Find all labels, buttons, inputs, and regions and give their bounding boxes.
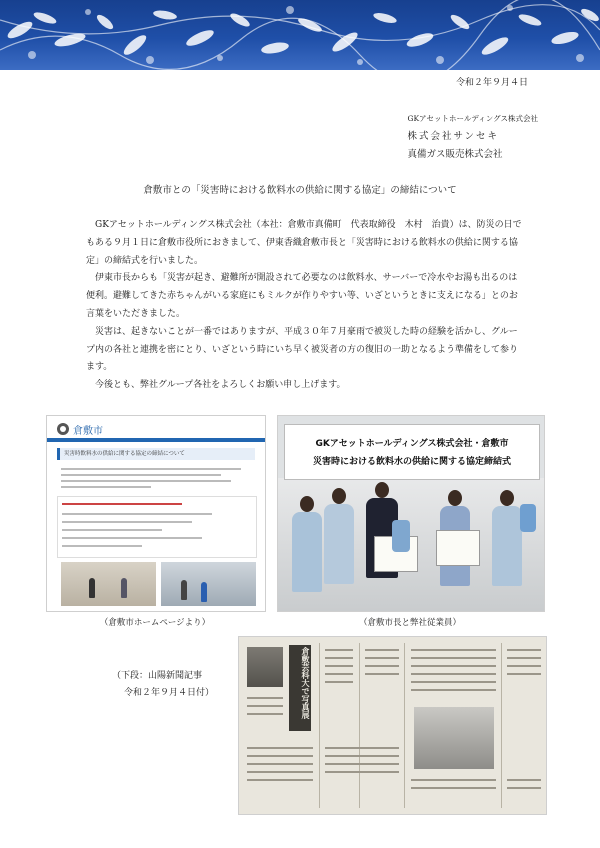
uniform: [292, 512, 322, 592]
company-name-1: GKアセットホールディングス株式会社: [407, 114, 538, 123]
text-line: [325, 657, 353, 659]
text-line: [247, 713, 283, 715]
text-line: [411, 657, 496, 659]
company-name-2: 株式会社サンセキ: [407, 131, 499, 142]
kurashiki-logo: [57, 422, 117, 436]
issue-date: 令和２年９月４日: [455, 78, 528, 88]
column-rule: [404, 643, 405, 808]
text-line: [62, 513, 212, 515]
text-line: [247, 771, 313, 773]
column-rule: [319, 643, 320, 808]
text-line: [411, 665, 496, 667]
paragraph: GKアセットホールディングス株式会社（本社：倉敷市真備町 代表取締役 木村 治貴）は、防災の日でもある９月１日に倉敷市役所におきまして、伊東香織倉敷市長と「災害時における飲料水の供給に関する協定」の締結式を行いました。: [86, 220, 522, 266]
text-line: [365, 665, 399, 667]
head: [332, 488, 346, 504]
person-figure: [121, 578, 127, 598]
text-line: [507, 649, 541, 651]
body-text: [86, 217, 526, 395]
text-line: [507, 787, 541, 789]
city-emblem-icon: [57, 423, 69, 435]
nav-bar: [47, 438, 265, 442]
uniform: [324, 504, 354, 584]
text-line: [61, 480, 231, 482]
newspaper-headline: 倉敷芸科大で写真展: [301, 647, 311, 719]
water-bottle-stack: [201, 582, 207, 602]
text-line: [61, 468, 241, 470]
newspaper-photo: [247, 647, 283, 687]
column-rule: [501, 643, 502, 808]
company-list: [407, 110, 538, 164]
head: [375, 482, 389, 498]
paragraph: 伊東市長からも「災害が起き、避難所が開設されて必要なのは飲料水、サーバーで冷水やお湯も出るのは便利。避難してきた赤ちゃんがいる家庭にもミルクが作りやすい等、いざというときに支えになる」とのお言葉をいただきました。: [86, 273, 518, 319]
signing-ceremony-photo: [277, 415, 545, 612]
text-line: [411, 779, 496, 781]
head: [300, 496, 314, 512]
text-line: [325, 649, 353, 651]
text-line: [247, 697, 283, 699]
homepage-photo-2: [161, 562, 256, 606]
newspaper-photo: [414, 707, 494, 769]
text-line: [62, 545, 142, 547]
text-line: [247, 705, 283, 707]
text-line: [325, 755, 399, 757]
text-line: [325, 763, 399, 765]
text-line: [247, 779, 313, 781]
photo-caption: （倉敷市長と弊社従業員）: [358, 618, 461, 628]
uniform: [492, 506, 522, 586]
text-line: [365, 649, 399, 651]
text-line: [507, 665, 541, 667]
text-line: [411, 681, 496, 683]
floral-banner: [0, 0, 600, 70]
paragraph: 今後とも、弊社グループ各社をよろしくお願い申し上げます。: [95, 380, 346, 391]
text-line: [325, 747, 399, 749]
homepage-caption: （倉敷市ホームページより）: [99, 618, 211, 628]
agreement-certificate: [436, 530, 480, 566]
text-line: [325, 665, 353, 667]
person-figure: [181, 580, 187, 600]
text-line: [61, 474, 221, 476]
water-bottle: [520, 504, 536, 532]
text-line: [365, 657, 399, 659]
water-server: [392, 520, 410, 552]
paragraph: 災害は、起きないことが一番ではありますが、平成３０年７月豪雨で被災した時の経験を活かし、グループ内の各社と連携を密にとり、いざという時にいち早く被災者の方の復旧の一助となるよう準備をして参ります。: [86, 326, 519, 373]
ceremony-sign: [284, 424, 540, 480]
text-line: [411, 673, 496, 675]
text-line: [411, 649, 496, 651]
column-rule: [359, 643, 360, 808]
document-title: 倉敷市との「災害時における飲料水の供給に関する協定」の締結について: [143, 185, 457, 196]
floral-pattern-icon: [0, 0, 600, 70]
text-line: [62, 529, 162, 531]
sign-line-1: GKアセットホールディングス株式会社・倉敷市: [315, 439, 509, 449]
text-line: [507, 657, 541, 659]
homepage-screenshot: [46, 415, 266, 612]
homepage-photo-1: [61, 562, 156, 606]
note-line-2: 令和２年９月４日付）: [124, 688, 215, 698]
head: [500, 490, 514, 506]
company-name-3: 真備ガス販売株式会社: [407, 149, 503, 160]
text-line: [247, 763, 313, 765]
text-line: [411, 787, 496, 789]
text-line: [507, 779, 541, 781]
newspaper-note: [112, 668, 214, 702]
text-line: [325, 673, 353, 675]
text-line: [247, 755, 313, 757]
info-box: [57, 496, 257, 558]
text-line: [411, 689, 496, 691]
head: [448, 490, 462, 506]
text-line: [325, 771, 399, 773]
text-line: [61, 486, 151, 488]
text-line: [62, 503, 182, 505]
sign-line-2: 災害時における飲料水の供給に関する協定締結式: [312, 457, 511, 467]
text-line: [507, 673, 541, 675]
text-line: [247, 747, 313, 749]
text-line: [325, 681, 353, 683]
text-line: [62, 537, 202, 539]
person-figure: [89, 578, 95, 598]
logo-text: 倉敷市: [73, 426, 103, 437]
text-line: [62, 521, 192, 523]
newspaper-clipping: [238, 636, 547, 815]
homepage-heading: 災害時飲料水の供給に関する協定の締結について: [57, 448, 255, 460]
note-line-1: （下段：山陽新聞記事: [112, 671, 203, 681]
text-line: [365, 673, 399, 675]
